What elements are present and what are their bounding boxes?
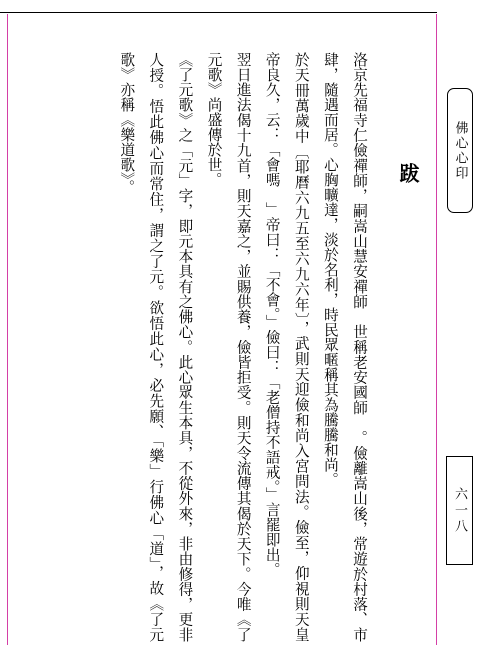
top-rule — [0, 12, 437, 13]
left-margin-line — [7, 14, 8, 645]
paragraph: 於天冊萬歲中〔耶曆六九五至六九六年〕，武則天迎儉和尚入宮問法。儉至，仰視則天皇帝良久，云：「會嗎 」帝曰：「不會。」儉曰：「老僧持不語戒。」言罷即出。 — [263, 52, 310, 642]
paragraph: 《了元歌》之「元」字，即元本具有之佛心。此心眾生本具，不從外來，非由修得，更非人授。悟此佛心而常住，謂之了元。欲悟此心，必先願、「樂」行佛心「道」，故《了元歌》亦稱《樂道歌》。 — [118, 52, 194, 642]
section-heading: 跋 — [396, 163, 420, 183]
book-title-tab — [447, 88, 473, 213]
page-number: 六一八 — [452, 486, 467, 535]
paragraph: 洛京先福寺仁儉禪師，嗣嵩山慧安禪師 世稱老安國師 。儉離嵩山後，常遊於村落、市肆，隨遇而居。心胸曠達，淡於名利，時民眾暱稱其為騰騰和尚。 — [321, 52, 368, 642]
right-margin-line — [436, 14, 437, 645]
page-number-box — [446, 456, 473, 565]
book-title: 佛心心印 — [452, 120, 468, 181]
paragraph: 翌日進法偈十九首，則天嘉之，並賜供養，儉皆拒受。則天令流傳其偈於天下。今唯《了元歌》尚盛傳於世。 — [205, 52, 252, 642]
body-text — [52, 52, 374, 642]
